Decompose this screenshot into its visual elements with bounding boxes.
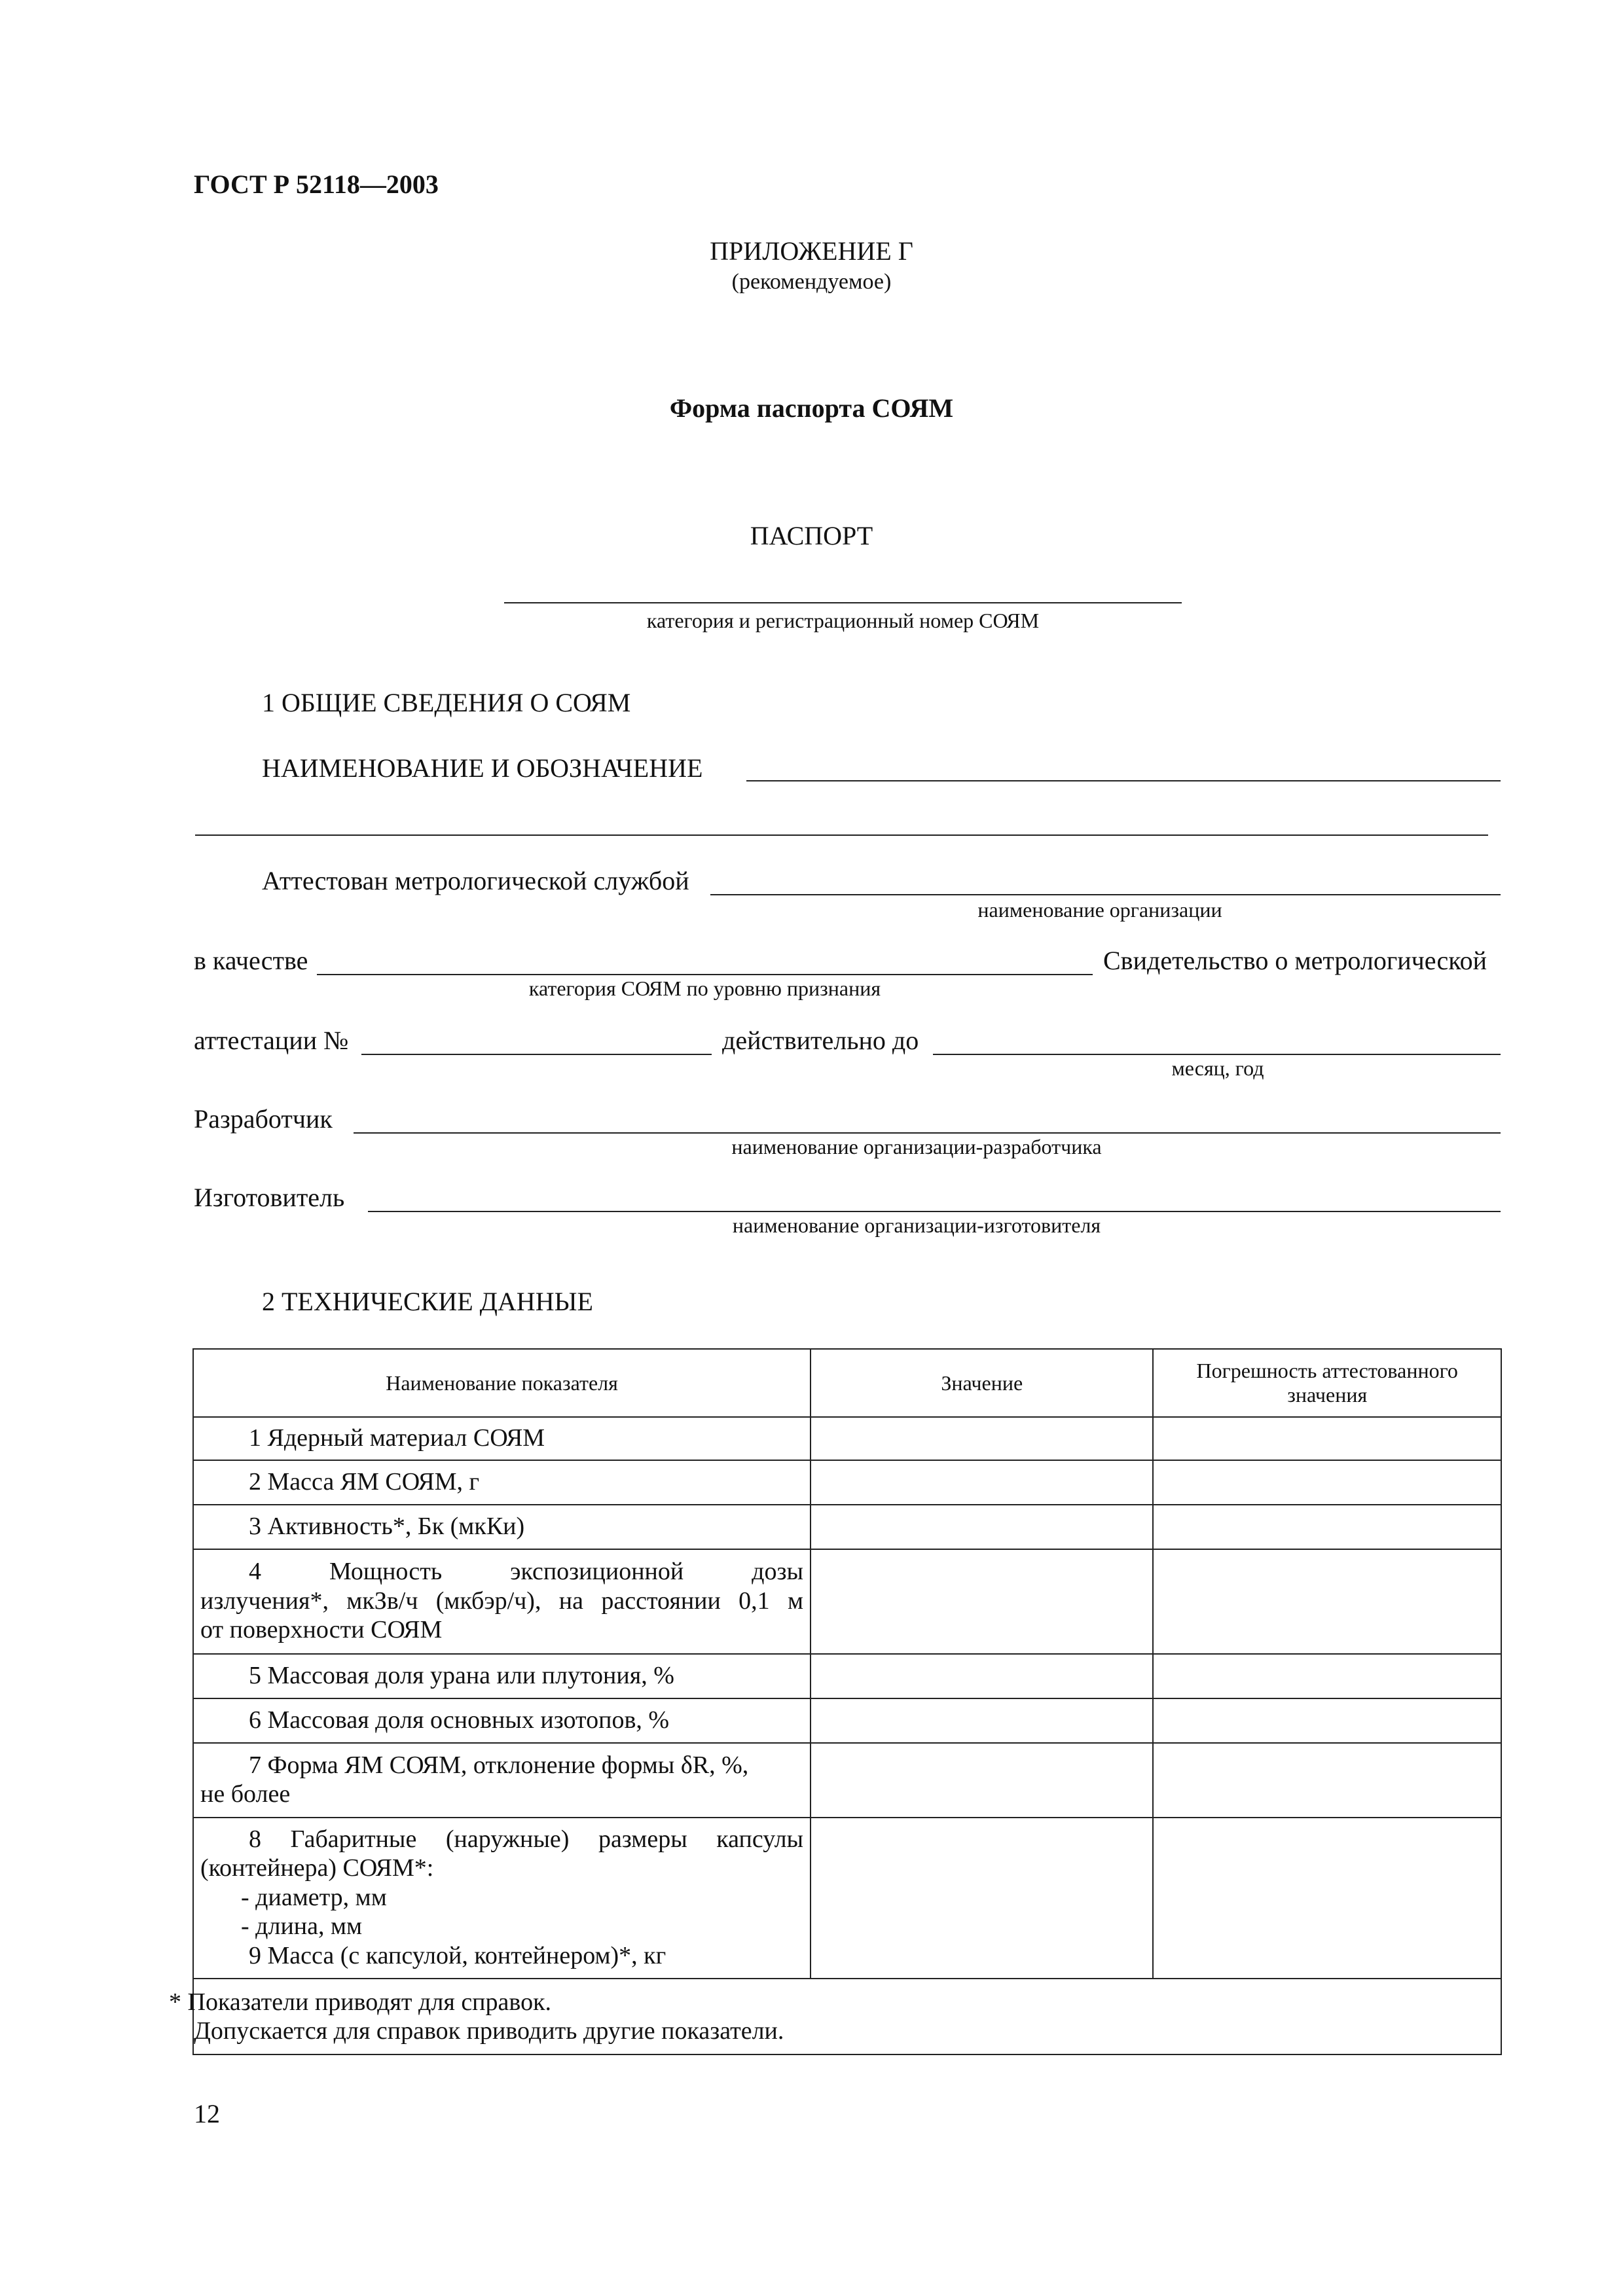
column-header-name: Наименование показателя (193, 1349, 811, 1417)
attested-organization-field[interactable] (710, 894, 1501, 895)
passport-title: ПАСПОРТ (750, 521, 873, 550)
row-5-error-cell[interactable] (1153, 1654, 1501, 1698)
developer-label: Разработчик (194, 1104, 333, 1134)
row-4-name (193, 1549, 811, 1654)
appendix-subtitle: (рекомендуемое) (731, 270, 892, 294)
row-8-length: - длина, мм (241, 1912, 363, 1941)
row-8-diameter: - диаметр, мм (241, 1883, 387, 1911)
row-4-error-cell[interactable] (1153, 1549, 1501, 1654)
appendix-title: ПРИЛОЖЕНИЕ Г (710, 236, 913, 266)
developer-field[interactable] (354, 1132, 1501, 1134)
row-6-error-cell[interactable] (1153, 1698, 1501, 1743)
name-label: НАИМЕНОВАНИЕ И ОБОЗНАЧЕНИЕ (262, 753, 703, 783)
row-1-error-cell[interactable] (1153, 1417, 1501, 1460)
row-7-line-1: 7 Форма ЯМ СОЯМ, отклонение формы δR, %, (249, 1751, 749, 1779)
footnote-line-1: * Показатели приводят для справок. (169, 1988, 552, 2016)
row-2-error-cell[interactable] (1153, 1460, 1501, 1505)
row-2-name: 2 Масса ЯМ СОЯМ, г (193, 1460, 811, 1505)
row-1-name: 1 Ядерный материал СОЯМ (193, 1417, 811, 1460)
manufacturer-field[interactable] (368, 1211, 1501, 1212)
table-footnote (169, 1979, 1501, 2054)
row-5-value-cell[interactable] (811, 1654, 1153, 1698)
row-3-value-cell[interactable] (811, 1505, 1153, 1549)
row-5-name: 5 Массовая доля урана или плутония, % (193, 1654, 811, 1698)
attested-organization-caption: наименование организации (977, 898, 1222, 922)
section1-heading: 1 ОБЩИЕ СВЕДЕНИЯ О СОЯМ (262, 688, 631, 717)
row-6-name: 6 Массовая доля основных изотопов, % (193, 1698, 811, 1743)
attested-label: Аттестован метрологической службой (262, 866, 689, 895)
table-row (193, 1417, 1501, 1460)
row-4-line-1: 4 Мощность экспозиционной дозы (249, 1558, 804, 1586)
table-row (193, 1549, 1501, 1654)
column-header-error: Погрешность аттестованного значения (1153, 1349, 1501, 1417)
attestation-number-field[interactable] (361, 1054, 712, 1055)
row-8-value-cell[interactable] (811, 1818, 1153, 1979)
row-7-line-2: не более (200, 1780, 291, 1808)
table-row (193, 1654, 1501, 1698)
row-4-line-2: излучения*, мкЗв/ч (мкбэр/ч), на расстоянии 0,1 м (200, 1587, 804, 1615)
quality-caption: категория СОЯМ по уровню признания (528, 977, 881, 1000)
table-row (193, 1743, 1501, 1818)
row-4-line-3: от поверхности СОЯМ (200, 1616, 443, 1644)
row-6-value-cell[interactable] (811, 1698, 1153, 1743)
row-8-error-cell[interactable] (1153, 1818, 1501, 1979)
row-2-value-cell[interactable] (811, 1460, 1153, 1505)
developer-caption: наименование организации-разработчика (731, 1135, 1102, 1158)
table-row (193, 1505, 1501, 1549)
registration-number-caption: категория и регистрационный номер СОЯМ (646, 609, 1040, 632)
certificate-label: Свидетельство о метрологической (1103, 946, 1487, 975)
row-4-value-cell[interactable] (811, 1549, 1153, 1654)
row-9-name: 9 Масса (с капсулой, контейнером)*, кг (249, 1941, 666, 1969)
table-row (193, 1698, 1501, 1743)
quality-label: в качестве (194, 946, 308, 975)
row-8-line-1: 8 Габаритные (наружные) размеры капсулы (249, 1825, 804, 1853)
valid-until-field[interactable] (933, 1054, 1501, 1055)
table-row (193, 1460, 1501, 1505)
quality-field[interactable] (317, 974, 1093, 975)
table-header-row (193, 1349, 1501, 1417)
row-8-line-2: (контейнера) СОЯМ*: (200, 1854, 434, 1882)
page-number: 12 (194, 2099, 220, 2128)
row-7-name (193, 1743, 811, 1818)
name-field[interactable] (746, 780, 1501, 781)
name-field-continuation[interactable] (195, 834, 1488, 836)
valid-until-caption: месяц, год (1171, 1056, 1264, 1080)
form-title: Форма паспорта СОЯМ (669, 393, 954, 423)
table-row (193, 1818, 1501, 1979)
row-3-error-cell[interactable] (1153, 1505, 1501, 1549)
row-7-error-cell[interactable] (1153, 1743, 1501, 1818)
row-7-value-cell[interactable] (811, 1743, 1153, 1818)
valid-until-label: действительно до (722, 1026, 919, 1055)
row-1-value-cell[interactable] (811, 1417, 1153, 1460)
table-footnote-row (193, 1979, 1501, 2054)
row-8-name (193, 1818, 811, 1979)
registration-number-field[interactable] (504, 602, 1182, 603)
manufacturer-caption: наименование организации-изготовителя (732, 1213, 1101, 1237)
column-header-value: Значение (811, 1349, 1153, 1417)
row-3-name: 3 Активность*, Бк (мкКи) (193, 1505, 811, 1549)
standard-header: ГОСТ Р 52118—2003 (194, 170, 439, 199)
attestation-label: аттестации № (194, 1026, 349, 1055)
footnote-line-2: Допускается для справок приводить другие показатели. (194, 2017, 784, 2045)
technical-data-table (169, 1348, 1502, 2055)
manufacturer-label: Изготовитель (194, 1183, 345, 1212)
section2-heading: 2 ТЕХНИЧЕСКИЕ ДАННЫЕ (262, 1287, 593, 1316)
